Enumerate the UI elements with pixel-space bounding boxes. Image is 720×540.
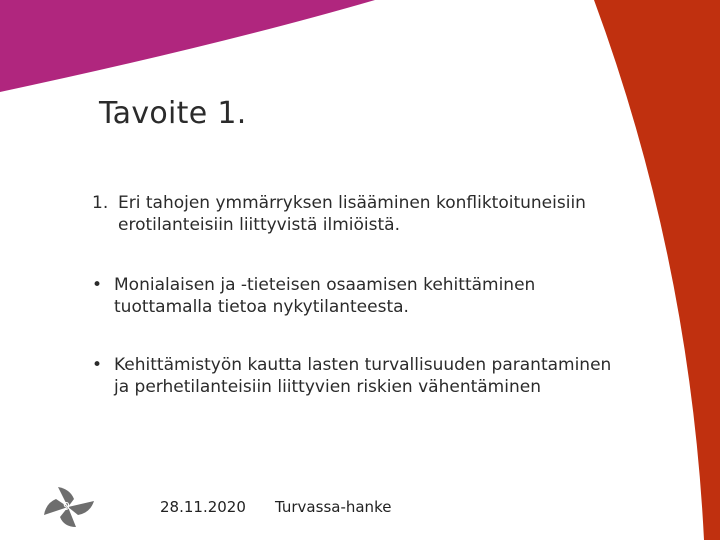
bullet-item xyxy=(92,354,612,398)
footer-project-name: Turvassa-hanke xyxy=(275,498,392,516)
slide-title: Tavoite 1. xyxy=(99,96,247,131)
numbered-item xyxy=(92,192,652,236)
item-number: 1. xyxy=(92,193,109,213)
page-number: 9 xyxy=(63,500,70,513)
bullet-marker: • xyxy=(92,355,103,375)
purple-banner xyxy=(0,0,375,92)
numbered-item-text: Eri tahojen ymmärryksen lisääminen konfliktoituneisiin erotilanteisiin liittyvistä ilmiöistä. xyxy=(118,193,586,235)
footer-date: 28.11.2020 xyxy=(160,498,246,516)
bullet-item xyxy=(92,274,612,318)
bullet-text: Kehittämistyön kautta lasten turvallisuuden parantaminen ja perhetilanteisiin liittyvien riskien vähentäminen xyxy=(114,355,612,397)
bullet-marker: • xyxy=(92,275,103,295)
red-banner xyxy=(594,0,720,540)
bullet-text: Monialaisen ja -tieteisen osaamisen kehittäminen tuottamalla tietoa nykytilanteesta. xyxy=(114,275,536,317)
